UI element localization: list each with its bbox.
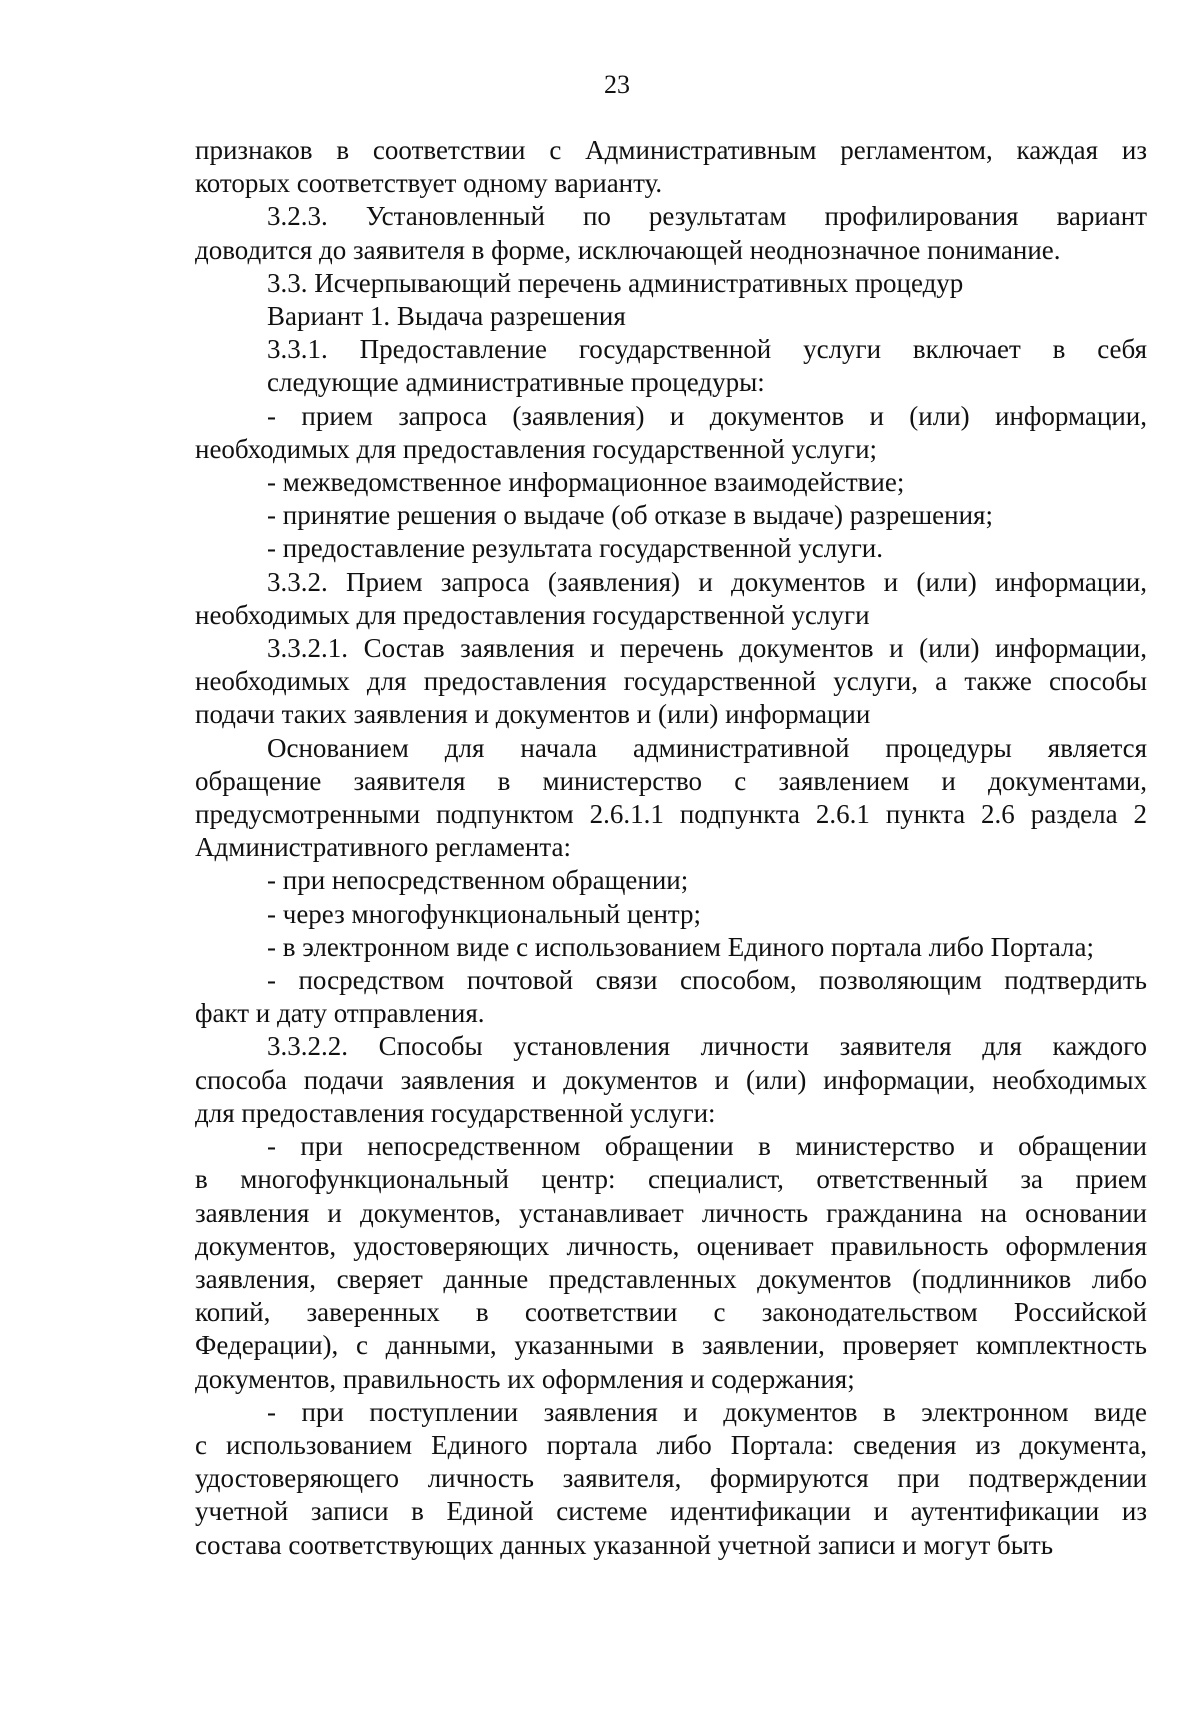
text-line: подачи таких заявления и документов и (или) информации — [195, 699, 871, 730]
text-line: Федерации), с данными, указанными в заявлении, проверяет комплектность — [195, 1330, 1147, 1361]
paragraph — [195, 1130, 1147, 1396]
text-line: доводится до заявителя в форме, исключающей неоднозначное понимание. — [195, 234, 1061, 265]
paragraph — [195, 864, 1147, 897]
paragraph — [195, 732, 1147, 865]
paragraph — [195, 931, 1147, 964]
text-line: предусмотренными подпунктом 2.6.1.1 подпункта 2.6.1 пункта 2.6 раздела 2 — [195, 799, 1147, 830]
paragraph — [195, 566, 1147, 632]
text-line: 3.3.2.1. Состав заявления и перечень документов и (или) информации, — [267, 633, 1147, 664]
text-line: удостоверяющего личность заявителя, формируются при подтверждении — [195, 1463, 1147, 1494]
text-line: необходимых для предоставления государственной услуги — [195, 599, 870, 630]
page-number: 23 — [604, 70, 630, 99]
text-line: копий, заверенных в соответствии с законодательством Российской — [195, 1297, 1147, 1328]
text-line: - при поступлении заявления и документов в электронном виде — [267, 1396, 1147, 1427]
text-line: 3.3. Исчерпывающий перечень административных процедур — [267, 267, 964, 298]
text-line: Основанием для начала административной процедуры является — [267, 732, 1147, 763]
text-line: необходимых для предоставления государственной услуги, а также способы — [195, 666, 1147, 697]
text-line: для предоставления государственной услуги: — [195, 1097, 716, 1128]
text-line: способа подачи заявления и документов и (или) информации, необходимых — [195, 1064, 1147, 1095]
text-line: 3.3.2.2. Способы установления личности заявителя для каждого — [267, 1031, 1147, 1062]
text-line: Вариант 1. Выдача разрешения — [267, 301, 626, 332]
paragraph — [195, 300, 1147, 333]
text-line: следующие административные процедуры: — [267, 367, 765, 398]
text-line: заявления и документов, устанавливает личность гражданина на основании — [195, 1197, 1147, 1228]
text-line: - через многофункциональный центр; — [267, 898, 702, 929]
paragraph — [195, 333, 1147, 399]
text-line: - предоставление результата государственной услуги. — [267, 533, 883, 564]
text-line: - принятие решения о выдаче (об отказе в выдаче) разрешения; — [267, 500, 993, 531]
paragraph — [195, 134, 1147, 200]
text-line: с использованием Единого портала либо Портала: сведения из документа, — [195, 1429, 1147, 1460]
text-line: в многофункциональный центр: специалист, ответственный за прием — [195, 1164, 1147, 1195]
paragraph — [195, 200, 1147, 266]
paragraph — [195, 898, 1147, 931]
paragraph — [195, 499, 1147, 532]
text-line: состава соответствующих данных указанной учетной записи и могут быть — [195, 1529, 1054, 1560]
text-line: документов, удостоверяющих личность, оценивает правильность оформления — [195, 1230, 1147, 1261]
text-line: - посредством почтовой связи способом, позволяющим подтвердить — [267, 965, 1147, 996]
text-line: - прием запроса (заявления) и документов и (или) информации, — [267, 400, 1147, 431]
document-body — [195, 134, 1147, 1562]
text-line: заявления, сверяет данные представленных документов (подлинников либо — [195, 1263, 1147, 1294]
paragraph — [195, 1030, 1147, 1130]
text-line: 3.2.3. Установленный по результатам профилирования вариант — [267, 201, 1147, 232]
text-line: - межведомственное информационное взаимодействие; — [267, 467, 905, 498]
text-line: факт и дату отправления. — [195, 998, 485, 1029]
text-line: - в электронном виде с использованием Единого портала либо Портала; — [267, 931, 1095, 962]
paragraph — [195, 267, 1147, 300]
text-line: которых соответствует одному варианту. — [195, 168, 663, 199]
paragraph — [195, 632, 1147, 732]
paragraph — [195, 964, 1147, 1030]
text-line: документов, правильность их оформления и содержания; — [195, 1363, 855, 1394]
paragraph — [195, 400, 1147, 466]
text-line: 3.3.1. Предоставление государственной услуги включает в себя — [267, 334, 1147, 365]
paragraph — [195, 532, 1147, 565]
paragraph — [195, 1396, 1147, 1562]
text-line: - при непосредственном обращении; — [267, 865, 689, 896]
text-line: - при непосредственном обращении в министерство и обращении — [267, 1131, 1147, 1162]
text-line: учетной записи в Единой системе идентификации и аутентификации из — [195, 1496, 1147, 1527]
text-line: необходимых для предоставления государственной услуги; — [195, 433, 878, 464]
text-line: признаков в соответствии с Административным регламентом, каждая из — [195, 135, 1147, 165]
text-line: обращение заявителя в министерство с заявлением и документами, — [195, 765, 1147, 796]
text-line: 3.3.2. Прием запроса (заявления) и документов и (или) информации, — [267, 566, 1147, 597]
text-line: Административного регламента: — [195, 832, 571, 863]
paragraph — [195, 466, 1147, 499]
